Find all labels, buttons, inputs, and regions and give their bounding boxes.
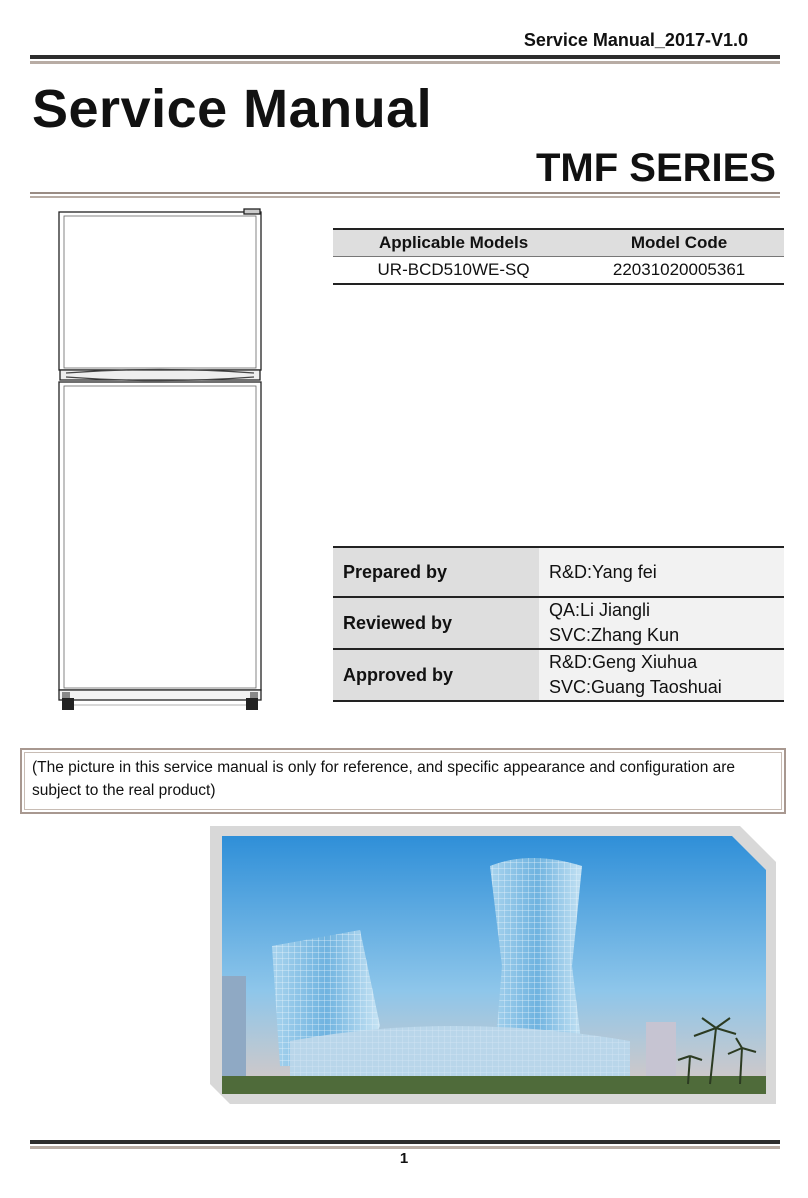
title-rule	[30, 192, 780, 198]
disclaimer-notice: (The picture in this service manual is only for reference, and specific appearance and configuration are subject to the real product)	[20, 748, 786, 814]
prepared-row	[333, 547, 784, 597]
reviewed-value	[539, 597, 784, 649]
refrigerator-drawing	[56, 208, 264, 714]
header-applicable-models: Applicable Models	[333, 229, 574, 257]
page-number: 1	[399, 1150, 409, 1167]
reviewed-label: Reviewed by	[333, 597, 539, 649]
reviewed-line-1: QA:Li Jiangli	[549, 600, 651, 620]
prepared-line-1: R&D:Yang fei	[549, 561, 657, 582]
reviewed-line-2: SVC:Zhang Kun	[549, 625, 680, 645]
approval-table	[333, 546, 784, 702]
approved-label: Approved by	[333, 649, 539, 701]
page-title: Service Manual	[32, 79, 433, 139]
models-header-row	[333, 229, 784, 257]
approved-row	[333, 649, 784, 701]
reviewed-row	[333, 597, 784, 649]
approved-value	[539, 649, 784, 701]
approved-line-1: R&D:Geng Xiuhua	[549, 652, 698, 672]
prepared-label: Prepared by	[333, 547, 539, 597]
prepared-value	[539, 547, 784, 597]
table-row	[333, 257, 784, 285]
header-version: Service Manual_2017-V1.0	[523, 30, 748, 50]
header-rule	[30, 55, 780, 64]
footer-rule	[30, 1140, 780, 1149]
model-code: 22031020005361	[574, 257, 784, 285]
header-model-code: Model Code	[574, 229, 784, 257]
model-name: UR-BCD510WE-SQ	[333, 257, 574, 285]
approved-line-2: SVC:Guang Taoshuai	[549, 677, 722, 697]
models-table	[333, 228, 784, 285]
headquarters-building-image	[210, 826, 776, 1104]
series-title: TMF SERIES	[535, 146, 776, 190]
